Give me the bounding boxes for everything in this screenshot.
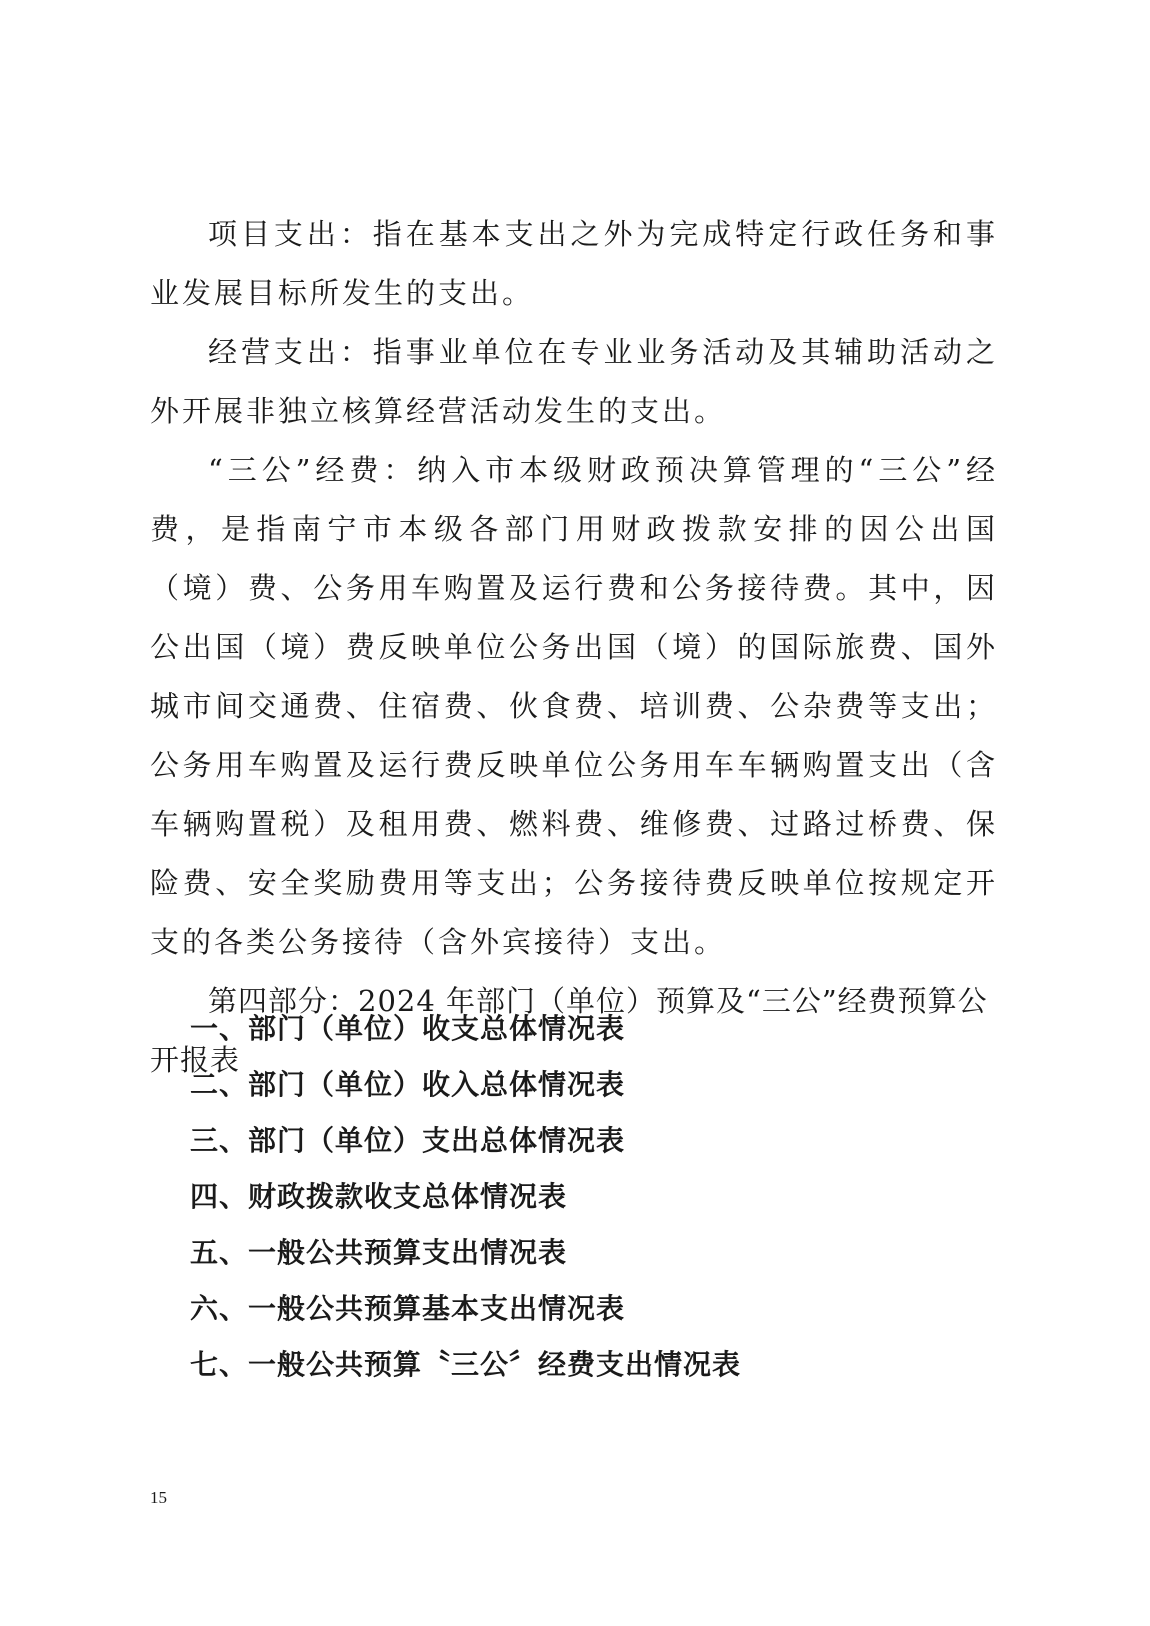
paragraph-three-public-expenses: “三公”经费：纳入市本级财政预决算管理的“三公”经费，是指南宁市本级各部门用财政拨款安排的因公出国（境）费、公务用车购置及运行费和公务接待费。其中，因公出国（境）费反映单位公务出国（境）的国际旅费、国外城市间交通费、住宿费、伙食费、培训费、公杂费等支出；公务用车购置及运行费反映单位公务用车车辆购置支出（含车辆购置税）及租用费、燃料费、维修费、过路过桥费、保险费、安全奖励费用等支出；公务接待费反映单位按规定开支的各类公务接待（含外宾接待）支出。 bbox=[150, 453, 998, 959]
list-item: 一、部门（单位）收支总体情况表 bbox=[190, 1012, 626, 1045]
list-item: 五、一般公共预算支出情况表 bbox=[190, 1236, 568, 1269]
list-item: 三、部门（单位）支出总体情况表 bbox=[190, 1124, 626, 1157]
document-body bbox=[150, 205, 998, 1090]
list-item: 六、一般公共预算基本支出情况表 bbox=[190, 1292, 626, 1325]
paragraph-project-expenditure: 项目支出：指在基本支出之外为完成特定行政任务和事业发展目标所发生的支出。 bbox=[150, 217, 998, 310]
list-item: 二、部门（单位）收入总体情况表 bbox=[190, 1068, 626, 1101]
report-table-list bbox=[190, 1001, 741, 1393]
paragraph-operating-expenditure: 经营支出：指事业单位在专业业务活动及其辅助活动之外开展非独立核算经营活动发生的支出。 bbox=[150, 335, 998, 428]
page-number: 15 bbox=[150, 1488, 167, 1507]
section-heading: 第四部分：2024 年部门（单位）预算及“三公”经费预算公开报表 bbox=[150, 984, 988, 1077]
list-item: 七、一般公共预算〝三公〞经费支出情况表 bbox=[190, 1348, 742, 1381]
list-item: 四、财政拨款收支总体情况表 bbox=[190, 1180, 568, 1213]
